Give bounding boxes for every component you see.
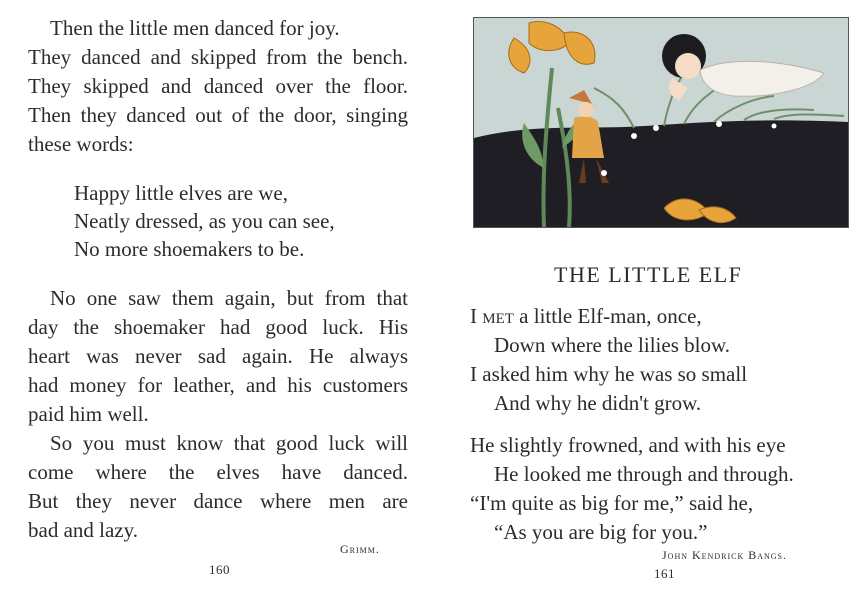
smallcaps-word: met: [482, 304, 514, 328]
text-line: these words:: [28, 132, 134, 156]
verse-line: Neatly dressed, as you can see,: [74, 209, 335, 233]
elf-lily-illustration: [474, 18, 848, 227]
page-number: 160: [209, 562, 230, 577]
poem-line: “I'm quite as big for me,” said he,: [470, 491, 754, 515]
poem-line: “As you are big for you.”: [494, 520, 708, 544]
text-line: But they never dance where men are: [28, 489, 408, 513]
text-line: day the shoemaker had good luck. His: [28, 315, 408, 339]
illustration: [473, 17, 849, 228]
text-line: They skipped and danced over the floor.: [28, 74, 408, 98]
text-line: They danced and skipped from the bench.: [28, 45, 408, 69]
verse-line: Happy little elves are we,: [74, 181, 288, 205]
page-number: 161: [654, 566, 675, 581]
text-line: No one saw them again, but from that: [50, 286, 408, 310]
poem-line: [470, 303, 702, 329]
text-line: had money for leather, and his customers: [28, 373, 408, 397]
text-line: bad and lazy.: [28, 518, 139, 542]
text-line: paid him well.: [28, 402, 149, 426]
text-line: So you must know that good luck will: [50, 431, 408, 455]
attribution: John Kendrick Bangs.: [662, 548, 788, 562]
poem-line: He looked me through and through.: [494, 462, 794, 486]
line-rest: a little Elf-man, once,: [519, 304, 702, 328]
text-line: heart was never sad again. He always: [28, 344, 408, 368]
poem-line: He slightly frowned, and with his eye: [470, 433, 786, 457]
poem-line: Down where the lilies blow.: [494, 333, 731, 357]
poem-line: And why he didn't grow.: [494, 391, 702, 415]
text-line: Then the little men danced for joy.: [50, 16, 340, 40]
first-word: I: [470, 304, 477, 328]
verse-line: No more shoemakers to be.: [74, 237, 305, 261]
poem-title: THE LITTLE ELF: [554, 262, 743, 287]
poem-line: I asked him why he was so small: [470, 362, 748, 386]
text-line: come where the elves have danced.: [28, 460, 408, 484]
attribution: Grimm.: [340, 542, 380, 556]
text-line: Then they danced out of the door, singing: [28, 103, 408, 127]
